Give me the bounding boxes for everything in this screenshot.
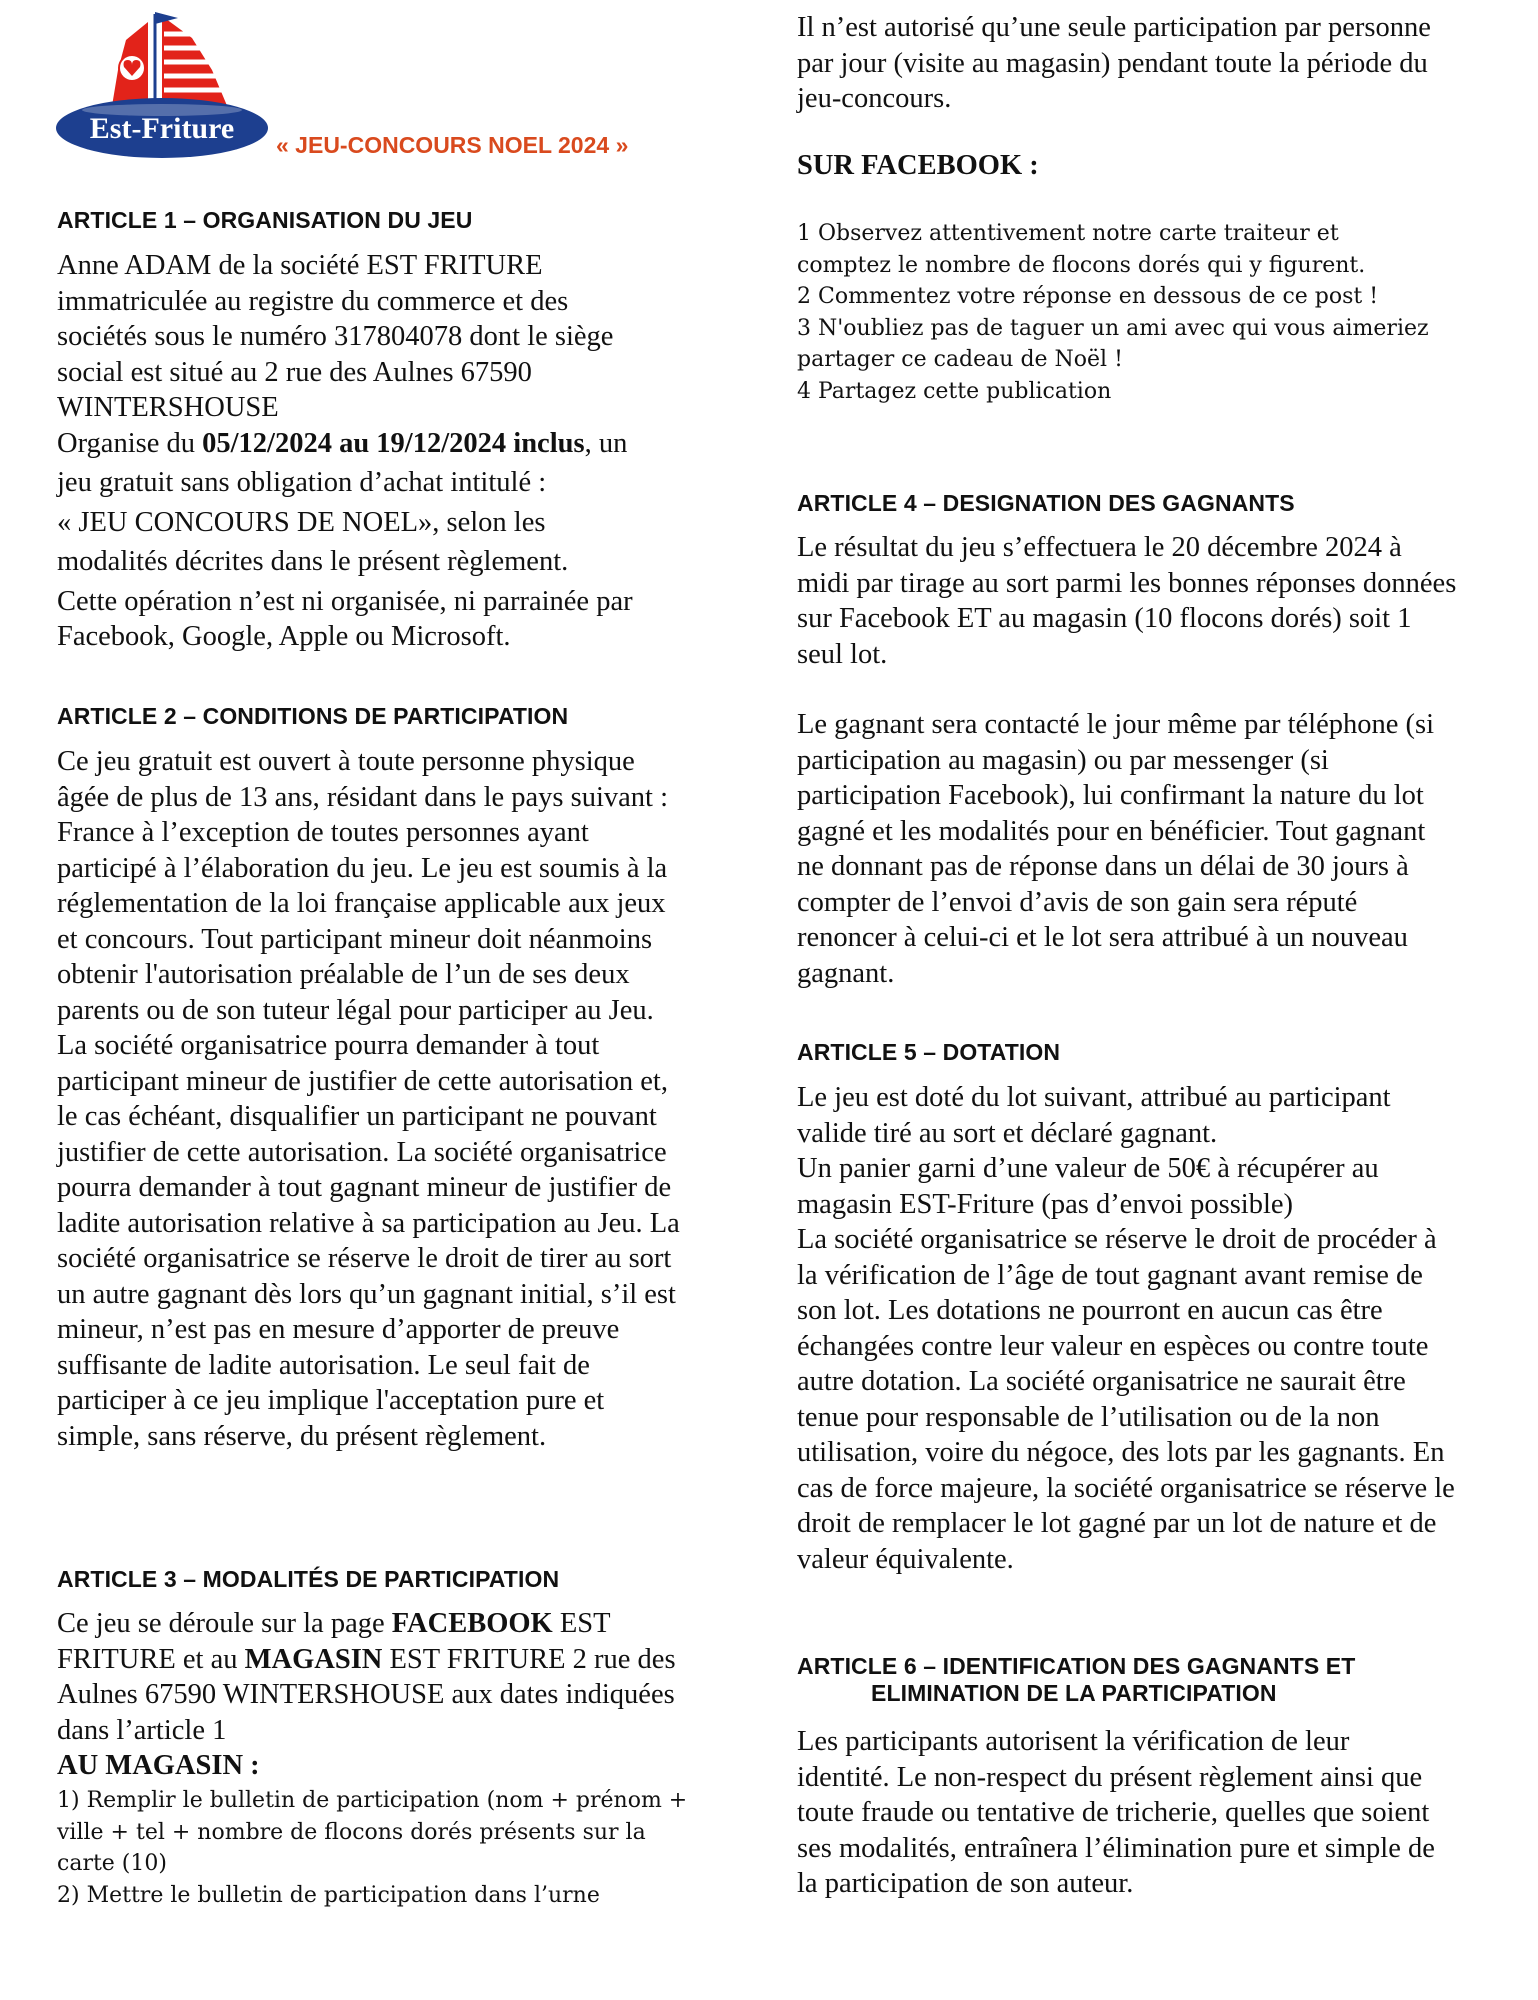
article-5-prize: Un panier garni d’une valeur de 50€ à récupérer au magasin EST-Friture (pas d’envoi possible)	[797, 1153, 1379, 1220]
article-6-heading-line-2: ELIMINATION DE LA PARTICIPATION	[871, 1680, 1277, 1706]
store-steps	[57, 1785, 697, 1911]
facebook-step-1: 1 Observez attentivement notre carte traiteur et comptez le nombre de flocons dorés qui y figurent.	[797, 221, 1366, 278]
participation-limit-text: Il n’est autorisé qu’une seule participation par personne par jour (visite au magasin) pendant toute la période du jeu-concours.	[797, 12, 1431, 114]
article-1-disclaimer: Cette opération n’est ni organisée, ni parrainée par Facebook, Google, Apple ou Microsoft.	[57, 585, 633, 652]
facebook-step-3: 3 N'oubliez pas de taguer un ami avec qui vous aimeriez partager ce cadeau de Noël !	[797, 315, 1429, 372]
article-2-body	[57, 744, 685, 1454]
article-1-game-name: « JEU CONCOURS DE NOEL», selon les	[57, 506, 546, 538]
facebook-heading: SUR FACEBOOK :	[797, 150, 1039, 181]
article-6-heading-line-1: ARTICLE 6 – IDENTIFICATION DES GAGNANTS ET	[797, 1653, 1356, 1679]
participation-limit	[797, 10, 1457, 117]
facebook-step-4: 4 Partagez cette publication	[797, 378, 1112, 404]
article-5-prize-intro: Le jeu est doté du lot suivant, attribué au participant valide tiré au sort et déclaré gagnant.	[797, 1082, 1391, 1149]
article-5-heading: ARTICLE 5 – DOTATION	[797, 1039, 1061, 1065]
article-4-draw: Le résultat du jeu s’effectuera le 20 décembre 2024 à midi par tirage au sort parmi les bonnes réponses données sur Facebook ET au magasin (10 flocons dorés) soit 1 seul lot.	[797, 532, 1457, 670]
article-1-heading: ARTICLE 1 – ORGANISATION DU JEU	[57, 207, 473, 233]
store-step-1: 1) Remplir le bulletin de participation (nom + prénom + ville + tel + nombre de flocons dorés présents sur la carte (10)	[57, 1788, 688, 1876]
contest-title: « JEU-CONCOURS NOEL 2024 »	[276, 132, 629, 158]
article-6-heading	[797, 1653, 1355, 1707]
store-heading: AU MAGASIN :	[57, 1750, 260, 1781]
article-1-organizer: Anne ADAM de la société EST FRITURE immatriculée au registre du commerce et des sociétés sous le numéro 317804078 dont le siège social est situé au 2 rue des Aulnes 67590 WINTERSHOUSE	[57, 250, 614, 423]
article-1-body	[57, 248, 697, 655]
logo-text: Est-Friture	[89, 112, 235, 145]
article-1-terms: modalités décrites dans le présent règlement.	[57, 546, 569, 577]
article-6-text: Les participants autorisent la vérification de leur identité. Le non-respect du présent règlement ainsi que toute fraude ou tentative de tricherie, quelles que soient ses modalités, entraînera l’élimination pure et simple de la participation de son auteur.	[797, 1726, 1435, 1899]
article-1-dates: Organise du 05/12/2024 au 19/12/2024 inclus, un	[57, 427, 628, 459]
article-3-body	[57, 1606, 677, 1748]
article-3-heading: ARTICLE 3 – MODALITÉS DE PARTICIPATION	[57, 1566, 560, 1592]
est-friture-logo	[52, 10, 272, 160]
article-2-text: Ce jeu gratuit est ouvert à toute personne physique âgée de plus de 13 ans, résidant dans le pays suivant : France à l’exception de toutes personnes ayant participé à l’élaboration du jeu. Le jeu est soumis à la réglementation de la loi française applicable aux jeux et concours. Tout participant mineur doit néanmoins obtenir l'autorisation préalable de l’un de ses deux parents ou de son tuteur légal pour participer au Jeu. La société organisatrice pourra demander à tout participant mineur de justifier de cette autorisation et, le cas échéant, disqualifier un participant ne pouvant justifier de cette autorisation. La société organisatrice pourra demander à tout gagnant mineur de justifier de ladite autorisation relative à sa participation au Jeu. La société organisatrice se réserve le droit de tirer au sort un autre gagnant dès lors qu’un gagnant initial, s’il est mineur, n’est pas en mesure d’apporter de preuve suffisante de ladite autorisation. Le seul fait de participer à ce jeu implique l'acceptation pure et simple, sans réserve, du présent règlement.	[57, 746, 680, 1452]
store-step-2: 2) Mettre le bulletin de participation dans l’urne	[57, 1882, 600, 1908]
facebook-step-2: 2 Commentez votre réponse en dessous de ce post !	[797, 284, 1379, 309]
article-4-body	[797, 530, 1457, 991]
article-3-intro: Ce jeu se déroule sur la page FACEBOOK EST FRITURE et au MAGASIN EST FRITURE 2 rue des Aulnes 67590 WINTERSHOUSE aux dates indiquées dans l’article 1	[57, 1608, 676, 1746]
article-1-free-game: jeu gratuit sans obligation d’achat intitulé :	[57, 467, 547, 498]
sailboat-logo-icon	[52, 10, 272, 160]
facebook-steps	[797, 218, 1437, 407]
article-4-heading: ARTICLE 4 – DESIGNATION DES GAGNANTS	[797, 490, 1295, 516]
article-5-conditions: La société organisatrice se réserve le droit de procéder à la vérification de l’âge de tout gagnant avant remise de son lot. Les dotations ne pourront en aucun cas être échangées contre leur valeur en espèces ou contre toute autre dotation. La société organisatrice ne saurait être tenue pour responsable de l’utilisation ou de la non utilisation, voire du négoce, des lots par les gagnants. En cas de force majeure, la société organisatrice se réserve le droit de remplacer le lot gagné par un lot de nature et de valeur équivalente.	[797, 1224, 1455, 1575]
article-2-heading: ARTICLE 2 – CONDITIONS DE PARTICIPATION	[57, 703, 569, 729]
article-5-body	[797, 1080, 1457, 1577]
article-4-contact: Le gagnant sera contacté le jour même par téléphone (si participation au magasin) ou par messenger (si participation Facebook), lui confirmant la nature du lot gagné et les modalités pour en bénéficier. Tout gagnant ne donnant pas de réponse dans un délai de 30 jours à compter de l’envoi d’avis de son gain sera réputé renoncer à celui-ci et le lot sera attribué à un nouveau gagnant.	[797, 709, 1435, 989]
article-6-body	[797, 1724, 1447, 1902]
